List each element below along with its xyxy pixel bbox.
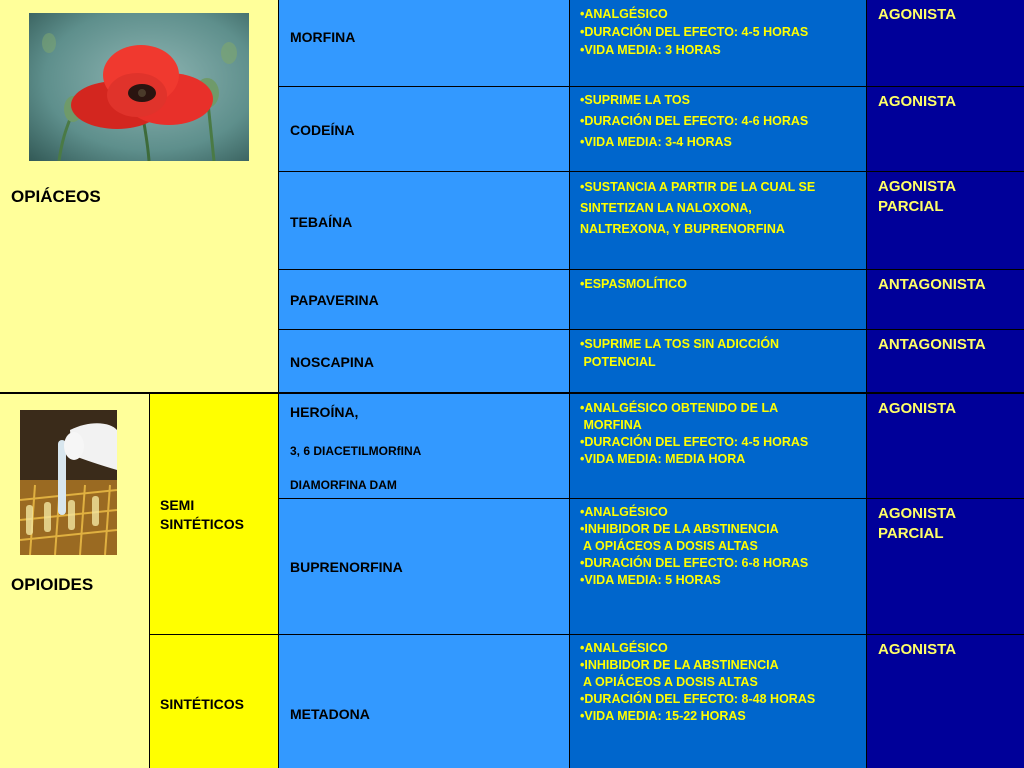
subgroup-label-sinteticos: SINTÉTICOS: [160, 696, 245, 712]
action-cell-morfina: [866, 0, 1024, 86]
effects-list: [580, 400, 860, 468]
effect-item: •VIDA MEDIA: 3-4 HORAS: [580, 135, 732, 149]
group-label-opiaceos: OPIÁCEOS: [11, 187, 101, 206]
effect-item: •ESPASMOLÍTICO: [580, 277, 687, 291]
action-cell-noscapina: [866, 329, 1024, 392]
effects-cell-tebaina: [569, 171, 866, 269]
effects-list: [580, 504, 860, 589]
effect-item: •INHIBIDOR DE LA ABSTINENCIA: [580, 522, 779, 536]
effect-item: •ANALGÉSICO: [580, 505, 668, 519]
action-line: AGONISTA: [878, 505, 957, 522]
effect-item: •SUPRIME LA TOS: [580, 93, 690, 107]
lab-photo: [20, 410, 117, 555]
action-label: AGONISTA: [878, 6, 957, 23]
action-cell-papaverina: [866, 269, 1024, 329]
action-cell-codeina: [866, 86, 1024, 171]
effects-cell-metadona: [569, 634, 866, 768]
drug-name: HEROÍNA,: [290, 404, 359, 420]
action-cell-metadona: [866, 634, 1024, 768]
effect-item: •DURACIÓN DEL EFECTO: 4-5 HORAS: [580, 435, 809, 449]
drug-synonym: DIAMORFINA DAM: [290, 478, 397, 492]
subgroup-semi-line1: SEMI: [160, 497, 195, 513]
action-label: AGONISTA: [878, 641, 957, 658]
drug-cell-papaverina: [278, 269, 569, 329]
drug-cell-noscapina: [278, 329, 569, 392]
effects-cell-papaverina: [569, 269, 866, 329]
drug-name: TEBAÍNA: [290, 214, 353, 230]
effects-cell-codeina: [569, 86, 866, 171]
drug-name: CODEÍNA: [290, 122, 355, 138]
drug-cell-morfina: [278, 0, 569, 86]
effects-list: [580, 5, 860, 59]
drug-name: NOSCAPINA: [290, 354, 375, 370]
effect-item: A OPIÁCEOS A DOSIS ALTAS: [580, 675, 758, 689]
action-label: [878, 504, 956, 544]
action-cell-heroina: [866, 392, 1024, 498]
effect-item: A OPIÁCEOS A DOSIS ALTAS: [580, 539, 758, 553]
action-label: [878, 177, 956, 217]
subgroup-sinteticos-cell: [149, 634, 278, 768]
effect-item: •DURACIÓN DEL EFECTO: 4-6 HORAS: [580, 114, 809, 128]
effect-item: •ANALGÉSICO: [580, 7, 668, 21]
poppy-image: [29, 13, 249, 161]
group-label-opioides: OPIOIDES: [11, 575, 94, 594]
subgroup-label-semi: [160, 496, 244, 534]
effect-item: •SUSTANCIA A PARTIR DE LA CUAL SE: [580, 180, 816, 194]
drug-name: PAPAVERINA: [290, 292, 379, 308]
action-label: ANTAGONISTA: [878, 276, 986, 293]
action-line: PARCIAL: [878, 198, 944, 215]
action-cell-buprenorfina: [866, 498, 1024, 634]
effect-item: •ANALGÉSICO: [580, 641, 668, 655]
group-opioides-cell: [0, 392, 149, 768]
effects-cell-noscapina: [569, 329, 866, 392]
action-cell-tebaina: [866, 171, 1024, 269]
drug-name: BUPRENORFINA: [290, 559, 403, 575]
effects-list: [580, 335, 860, 371]
effects-cell-buprenorfina: [569, 498, 866, 634]
drug-name: METADONA: [290, 706, 370, 722]
drug-cell-tebaina: [278, 171, 569, 269]
drug-name: MORFINA: [290, 29, 356, 45]
subgroup-semi-sinteticos-cell: [149, 392, 278, 634]
drug-cell-heroina: [278, 392, 569, 498]
effect-item: MORFINA: [580, 418, 642, 432]
poppy-photo: [29, 13, 249, 161]
effect-item: •DURACIÓN DEL EFECTO: 6-8 HORAS: [580, 556, 809, 570]
action-line: AGONISTA: [878, 178, 957, 195]
effect-item: •VIDA MEDIA: 15-22 HORAS: [580, 709, 746, 723]
effect-item: •VIDA MEDIA: MEDIA HORA: [580, 452, 746, 466]
action-line: PARCIAL: [878, 525, 944, 542]
effects-list: [580, 90, 860, 153]
effect-item: •INHIBIDOR DE LA ABSTINENCIA: [580, 658, 779, 672]
effect-item: •VIDA MEDIA: 5 HORAS: [580, 573, 721, 587]
drug-cell-metadona: [278, 634, 569, 768]
effects-list: [580, 177, 860, 240]
effects-list: [580, 640, 860, 725]
effect-item: •SUPRIME LA TOS SIN ADICCIÓN: [580, 337, 780, 351]
effect-item: •VIDA MEDIA: 3 HORAS: [580, 43, 721, 57]
lab-image: [20, 410, 117, 555]
action-label: AGONISTA: [878, 93, 957, 110]
effects-cell-morfina: [569, 0, 866, 86]
group-opiaceos-cell: [0, 0, 278, 392]
drug-cell-buprenorfina: [278, 498, 569, 634]
effect-item: POTENCIAL: [580, 355, 656, 369]
effect-item: •DURACIÓN DEL EFECTO: 8-48 HORAS: [580, 692, 816, 706]
effect-item: •DURACIÓN DEL EFECTO: 4-5 HORAS: [580, 25, 809, 39]
effects-cell-heroina: [569, 392, 866, 498]
subgroup-semi-line2: SINTÉTICOS: [160, 516, 245, 532]
effects-list: [580, 275, 860, 293]
effect-item: SINTETIZAN LA NALOXONA,: [580, 201, 752, 215]
action-label: ANTAGONISTA: [878, 336, 986, 353]
effect-item: NALTREXONA, Y BUPRENORFINA: [580, 222, 785, 236]
drug-cell-codeina: [278, 86, 569, 171]
drug-synonym: 3, 6 DIACETILMORfINA: [290, 444, 422, 458]
effect-item: •ANALGÉSICO OBTENIDO DE LA: [580, 401, 779, 415]
action-label: AGONISTA: [878, 400, 957, 417]
